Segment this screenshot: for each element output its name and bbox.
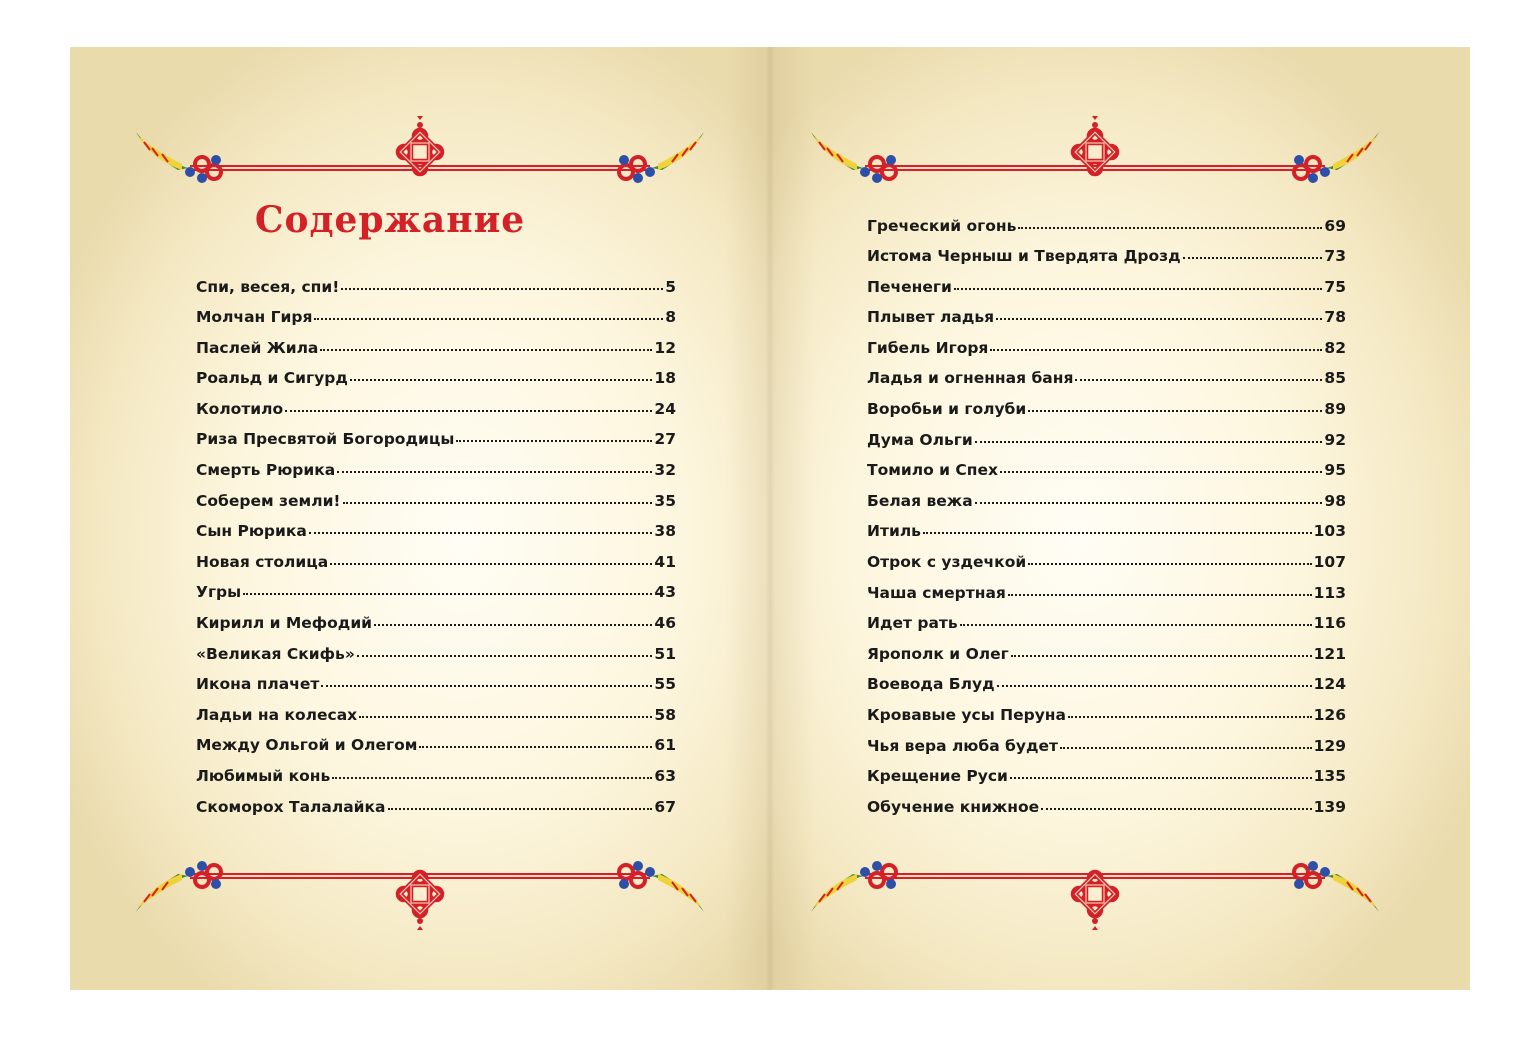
toc-entry-page: 58 <box>654 705 676 724</box>
dot-leader <box>419 731 652 749</box>
toc-entry-page: 61 <box>654 736 676 755</box>
toc-entry-title: Ладья и огненная баня <box>867 369 1074 388</box>
left-page <box>70 47 770 990</box>
dot-leader <box>1183 242 1323 260</box>
toc-entry-page: 35 <box>654 491 676 510</box>
toc-entry-page: 129 <box>1313 736 1346 755</box>
toc-entry-title: Отрок с уздечкой <box>867 553 1027 572</box>
dot-leader <box>996 303 1322 321</box>
dot-leader <box>341 272 663 290</box>
toc-entry-page: 113 <box>1313 583 1346 602</box>
dot-leader <box>321 670 652 688</box>
toc-entry <box>867 213 1346 244</box>
dot-leader <box>285 394 652 412</box>
toc-entry-title: Роальд и Сигурд <box>196 369 348 388</box>
toc-entry <box>867 397 1346 428</box>
dot-leader <box>343 486 653 504</box>
toc-entry <box>196 611 676 642</box>
dot-leader <box>1008 578 1312 596</box>
toc-entry-page: 126 <box>1313 706 1346 724</box>
dot-leader <box>456 425 652 443</box>
top-ornament-left <box>120 102 720 212</box>
toc-entry-page: 82 <box>1324 338 1346 357</box>
dot-leader <box>359 700 652 718</box>
toc-entry-page: 5 <box>665 277 676 296</box>
toc-entry-page: 139 <box>1313 797 1346 816</box>
toc-entry-page: 85 <box>1324 369 1346 388</box>
toc-entry-title: Воевода Блуд <box>867 675 995 694</box>
toc-entry-title: Итиль <box>867 522 921 541</box>
toc-entry <box>867 427 1346 458</box>
dot-leader <box>1075 364 1322 382</box>
toc-entry <box>867 366 1346 397</box>
toc-entry-page: 55 <box>654 675 676 694</box>
toc-entry <box>867 335 1346 366</box>
toc-entry-title: Томило и Спех <box>867 461 999 480</box>
toc-entry-title: Печенеги <box>867 277 952 296</box>
toc-entry-title: Чаша смертная <box>867 583 1006 602</box>
toc-entry-page: 67 <box>654 797 676 816</box>
toc-entry <box>196 488 676 519</box>
toc-entry-title: Воробьи и голуби <box>867 400 1027 419</box>
toc-entry-title: Истома Черныш и Твердята Дрозд <box>867 247 1181 266</box>
toc-entry <box>867 703 1346 734</box>
toc-entry-page: 24 <box>654 399 676 418</box>
toc-entry <box>196 794 676 825</box>
toc-entry-title: Молчан Гиря <box>196 308 313 327</box>
dot-leader <box>1000 456 1322 474</box>
contents-title: Содержание <box>254 199 526 241</box>
toc-entry <box>867 733 1346 764</box>
toc-entry-page: 78 <box>1324 308 1346 327</box>
toc-entry-page: 121 <box>1313 644 1346 663</box>
toc-entry <box>867 550 1346 581</box>
toc-entry <box>867 305 1346 336</box>
toc-entry <box>196 733 676 764</box>
dot-leader <box>243 578 652 596</box>
toc-entry-title: Крещение Руси <box>867 767 1008 786</box>
toc-entry-title: Соберем земли! <box>196 491 341 510</box>
toc-entry-title: Любимый конь <box>196 767 331 785</box>
toc-entry-page: 95 <box>1324 461 1346 480</box>
toc-entry-title: Спи, весея, спи! <box>196 277 340 296</box>
toc-entry <box>867 794 1346 825</box>
toc-entry-title: Идет рать <box>867 614 958 633</box>
toc-entry-title: Между Ольгой и Олегом <box>196 736 418 755</box>
dot-leader <box>1018 211 1322 229</box>
toc-entry <box>196 641 676 672</box>
dot-leader <box>1011 639 1312 657</box>
toc-entry <box>196 519 676 550</box>
dot-leader <box>990 333 1322 351</box>
dot-leader <box>337 456 652 474</box>
toc-entry-title: Дума Ольги <box>867 430 973 449</box>
toc-entry-page: 135 <box>1313 767 1346 786</box>
right-page <box>770 47 1470 990</box>
toc-entry-page: 98 <box>1324 491 1346 510</box>
toc-entry-title: Новая столица <box>196 552 329 571</box>
dot-leader <box>923 517 1312 535</box>
toc-entry <box>867 274 1346 305</box>
toc-entry-title: Скоморох Талалайка <box>196 797 386 816</box>
toc-entry-title: Кирилл и Мефодий <box>196 614 373 633</box>
toc-entry-title: Колотило <box>196 399 284 418</box>
dot-leader <box>388 792 653 810</box>
toc-entry <box>196 702 676 733</box>
toc-entry <box>196 305 676 336</box>
dot-leader <box>1068 701 1312 719</box>
toc-entry-title: Обучение книжное <box>867 797 1040 816</box>
toc-entry <box>867 611 1346 642</box>
dot-leader <box>1028 548 1311 566</box>
toc-entry <box>867 580 1346 611</box>
toc-entry-title: Угры <box>196 583 242 602</box>
toc-entry <box>196 427 676 458</box>
toc-entry-page: 8 <box>665 308 676 327</box>
toc-entry-title: Смерть Рюрика <box>196 461 336 480</box>
bottom-ornament-right <box>795 832 1395 942</box>
toc-entry <box>867 764 1346 795</box>
toc-entry <box>196 335 676 366</box>
toc-entry-title: Ладьи на колесах <box>196 705 358 724</box>
toc-entry <box>196 366 676 397</box>
toc-entry <box>867 519 1346 550</box>
toc-entry-title: Ярополк и Олег <box>867 644 1009 663</box>
dot-leader <box>320 333 652 351</box>
top-ornament-right <box>795 102 1395 212</box>
toc-entry <box>867 672 1346 703</box>
toc-entry-title: Риза Пресвятой Богородицы <box>196 430 455 449</box>
toc-entry-page: 124 <box>1313 675 1346 694</box>
toc-entry-page: 38 <box>654 522 676 541</box>
toc-entry <box>867 641 1346 672</box>
toc-entry-title: Икона плачет <box>196 675 320 694</box>
toc-list-left <box>196 274 676 825</box>
toc-entry <box>867 488 1346 519</box>
toc-entry-title: Плывет ладья <box>867 308 995 327</box>
toc-entry-title: Чья вера люба будет <box>867 736 1058 755</box>
toc-entry-page: 27 <box>654 430 676 449</box>
bottom-ornament-left <box>120 832 720 942</box>
toc-entry-page: 51 <box>654 644 676 663</box>
toc-entry-page: 18 <box>654 369 676 388</box>
dot-leader <box>1010 762 1312 780</box>
toc-entry-title: Паслей Жила <box>196 338 319 357</box>
dot-leader <box>332 762 652 780</box>
toc-entry-page: 41 <box>654 552 676 571</box>
dot-leader <box>975 425 1323 443</box>
flourish-icon <box>136 132 221 183</box>
toc-entry <box>196 764 676 795</box>
toc-entry <box>196 549 676 580</box>
toc-entry <box>867 244 1346 275</box>
dot-leader <box>357 639 653 657</box>
toc-entry <box>196 396 676 427</box>
dot-leader <box>330 547 652 565</box>
toc-entry-page: 103 <box>1313 522 1346 541</box>
toc-entry-page: 116 <box>1313 614 1346 633</box>
toc-entry-title: Белая вежа <box>867 491 973 510</box>
dot-leader <box>975 486 1323 504</box>
toc-entry-page: 43 <box>654 583 676 602</box>
toc-list-right <box>867 213 1346 825</box>
toc-entry-title: Кровавые усы Перуна <box>867 706 1066 724</box>
book-spread <box>70 47 1470 990</box>
dot-leader <box>1060 731 1312 749</box>
toc-entry-title: Греческий огонь <box>867 216 1017 235</box>
dot-leader <box>374 609 652 627</box>
dot-leader <box>954 272 1323 290</box>
toc-entry <box>196 274 676 305</box>
toc-entry <box>867 458 1346 489</box>
toc-entry-title: «Великая Скифь» <box>196 644 355 663</box>
toc-entry-title: Сын Рюрика <box>196 522 307 541</box>
toc-entry-page: 63 <box>654 767 676 785</box>
dot-leader <box>997 670 1312 688</box>
toc-entry-page: 69 <box>1324 216 1346 235</box>
toc-entry <box>196 458 676 489</box>
toc-entry-page: 75 <box>1324 277 1346 296</box>
toc-entry-page: 107 <box>1313 553 1346 572</box>
dot-leader <box>314 303 663 321</box>
toc-entry-page: 73 <box>1324 247 1346 266</box>
toc-entry <box>196 580 676 611</box>
toc-entry-page: 12 <box>654 338 676 357</box>
dot-leader <box>309 517 653 535</box>
toc-entry-page: 92 <box>1324 430 1346 449</box>
dot-leader <box>350 364 653 382</box>
toc-entry-page: 46 <box>654 614 676 633</box>
toc-entry-page: 89 <box>1324 400 1346 419</box>
toc-entry-page: 32 <box>654 461 676 480</box>
dot-leader <box>1028 395 1322 413</box>
dot-leader <box>1041 792 1312 810</box>
toc-entry <box>196 672 676 703</box>
book-gutter <box>725 47 815 990</box>
toc-entry-title: Гибель Игоря <box>867 338 989 357</box>
dot-leader <box>960 609 1312 627</box>
